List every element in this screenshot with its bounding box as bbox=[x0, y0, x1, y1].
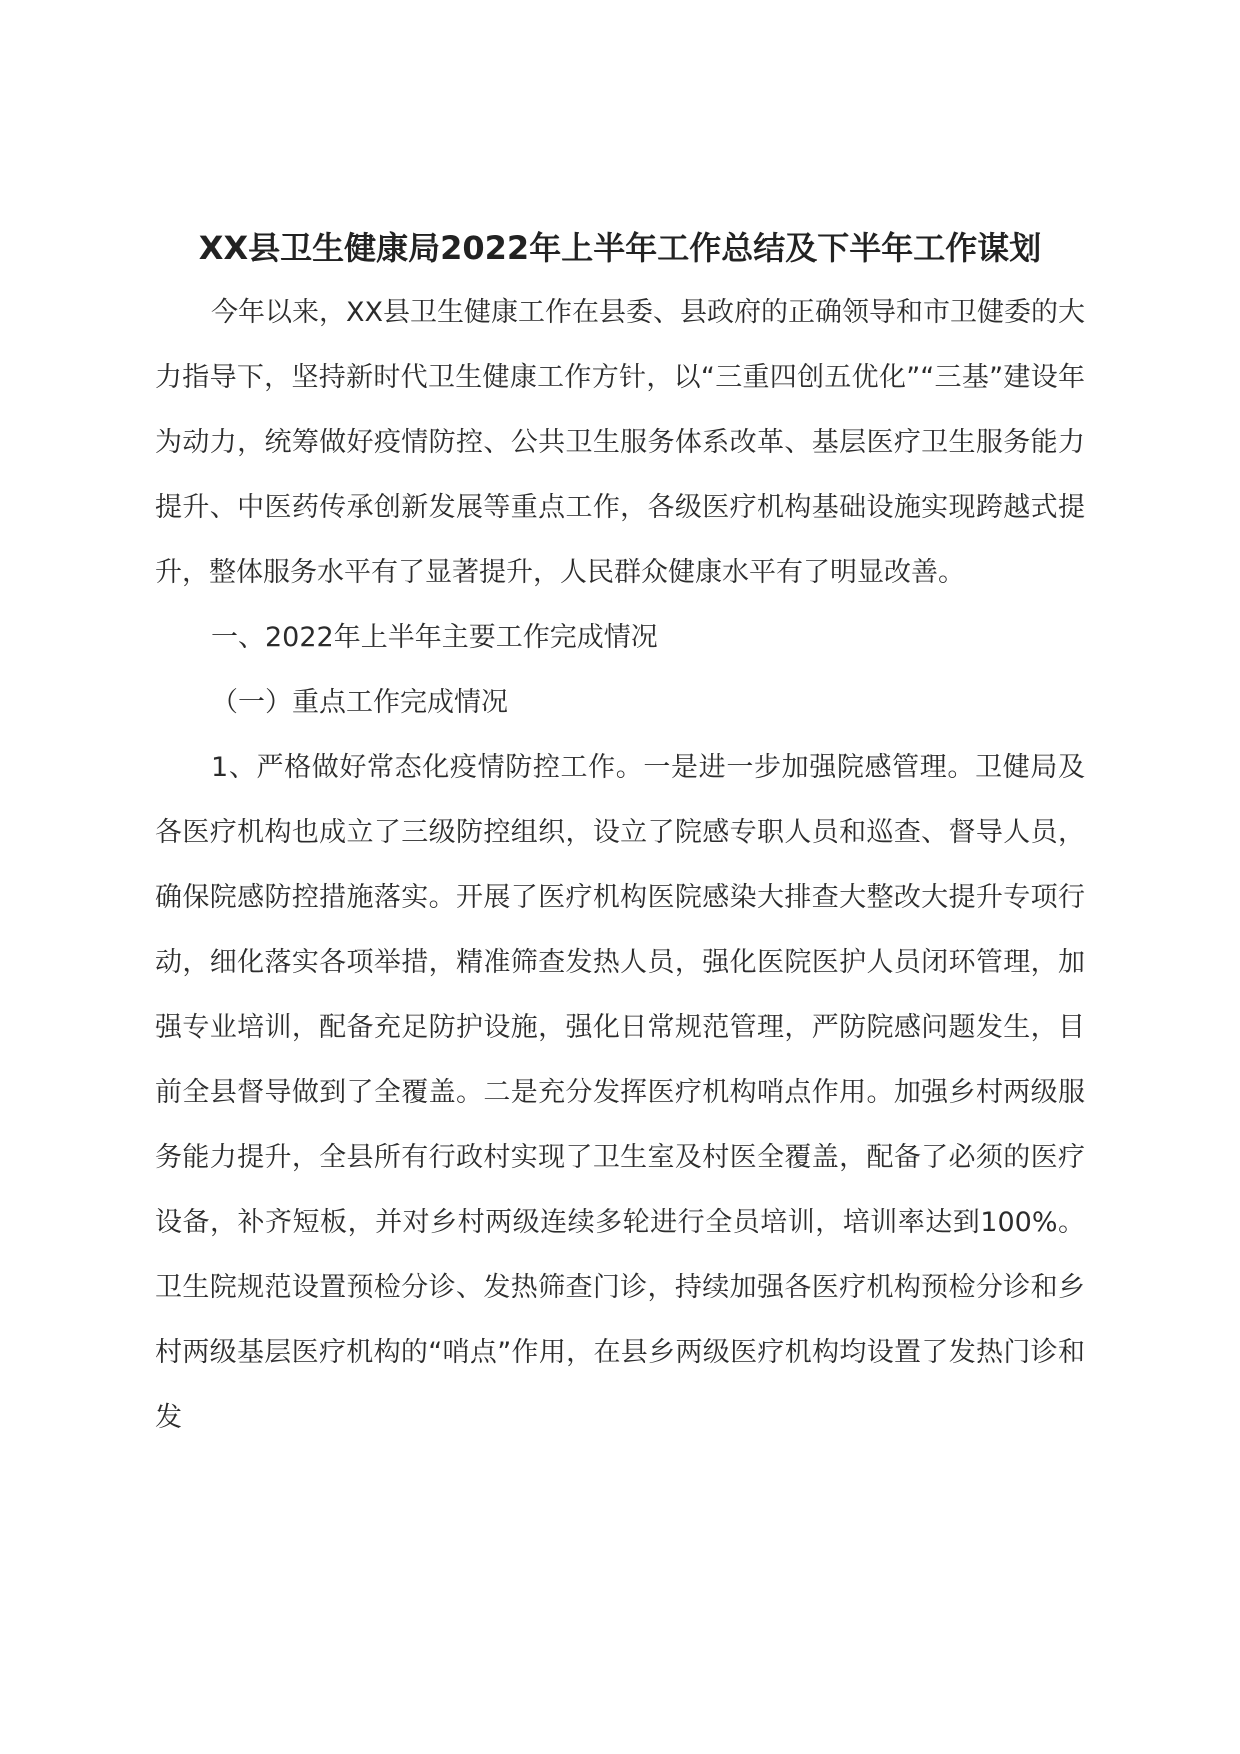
subsection-heading: （一）重点工作完成情况 bbox=[211, 687, 508, 718]
intro-paragraph: 今年以来，XX县卫生健康工作在县委、县政府的正确领导和市卫健委的大力指导下，坚持新时代卫生健康工作方针，以“三重四创五优化”“三基”建设年为动力，统筹做好疫情防控、公共卫生服务体系改革、基层医疗卫生服务能力提升、中医药传承创新发展等重点工作，各级医疗机构基础设施实现跨越式提升，整体服务水平有了显著提升，人民群众健康水平有了明显改善。 bbox=[155, 297, 1085, 588]
document-title: XX县卫生健康局2022年上半年工作总结及下半年工作谋划 bbox=[198, 229, 1042, 267]
body-paragraph: 1、严格做好常态化疫情防控工作。一是进一步加强院感管理。卫健局及各医疗机构也成立了三级防控组织，设立了院感专职人员和巡查、督导人员，确保院感防控措施落实。开展了医疗机构医院感染大排查大整改大提升专项行动，细化落实各项举措，精准筛查发热人员，强化医院医护人员闭环管理，加强专业培训，配备充足防护设施，强化日常规范管理，严防院感问题发生，目前全县督导做到了全覆盖。二是充分发挥医疗机构哨点作用。加强乡村两级服务能力提升，全县所有行政村实现了卫生室及村医全覆盖，配备了必须的医疗设备，补齐短板，并对乡村两级连续多轮进行全员培训，培训率达到100%。卫生院规范设置预检分诊、发热筛查门诊，持续加强各医疗机构预检分诊和乡村两级基层医疗机构的“哨点”作用，在县乡两级医疗机构均设置了发热门诊和发 bbox=[155, 752, 1085, 1433]
section-heading: 一、2022年上半年主要工作完成情况 bbox=[211, 622, 658, 653]
document-body bbox=[155, 280, 1085, 1450]
